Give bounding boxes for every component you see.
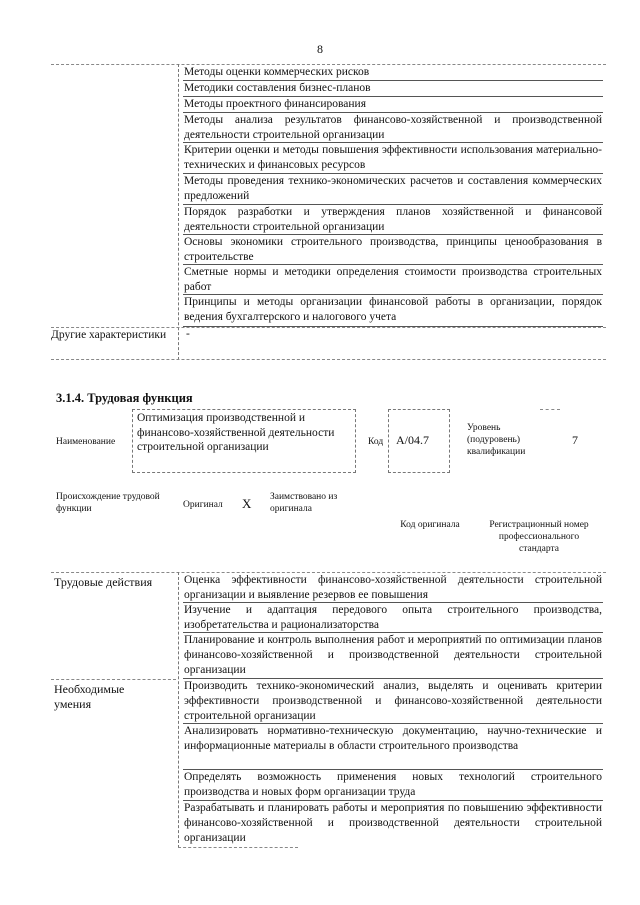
skill-row: Производить технико-экономический анализ, выделять и оценивать критерии эффективности производственной и финансово-хозяйственной деятельности строительной организации — [184, 680, 602, 722]
knowledge-row: Методы проектного финансирования — [183, 97, 603, 113]
function-name: Оптимизация производственной и финансово-хозяйственной деятельности строительной организации — [137, 412, 335, 453]
level-box-top — [540, 409, 560, 410]
original-label: Оригинал — [183, 500, 223, 510]
skill-row: Анализировать нормативно-техническую документацию, научно-технические и информационные материалы в области строительного производства — [183, 724, 603, 770]
action-row: Оценка эффективности финансово-хозяйственной деятельности строительной организации и выявление резервов ее повышения — [184, 574, 602, 601]
section-title: 3.1.4. Трудовая функция — [56, 391, 193, 405]
knowledge-row: Порядок разработки и утверждения планов хозяйственной и финансовой деятельности строительной организации — [184, 206, 602, 233]
original-mark: X — [242, 496, 252, 511]
knowledge-row: Критерии оценки и методы повышения эффективности использования материально-технических и финансовых ресурсов — [183, 143, 603, 174]
action-row: Планирование и контроль выполнения работ и мероприятий по оптимизации планов финансово-хозяйственной и производственной деятельности строительной организации — [183, 633, 603, 679]
skill-row: Разрабатывать и планировать работы и мероприятия по повышению эффективности финансово-хозяйственной и производственной деятельности строительной организации — [184, 802, 602, 844]
table-bottom-border — [51, 359, 606, 360]
name-label: Наименование — [56, 437, 116, 447]
level-value: 7 — [572, 433, 578, 447]
skill-row: Определять возможность применения новых технологий строительного производства и новых форм организации труда — [183, 770, 603, 801]
other-characteristics-value: - — [186, 328, 190, 340]
code-original-label: Код оригинала — [400, 520, 460, 530]
knowledge-row: Сметные нормы и методики определения стоимости производства строительных работ — [184, 266, 602, 293]
action-row: Изучение и адаптация передового опыта строительного производства, изобретательства и рационализаторства — [184, 604, 602, 631]
other-characteristics-label: Другие характеристики — [51, 329, 167, 341]
table2-divider — [178, 572, 179, 848]
origin-label: Происхождение трудовой функции — [56, 492, 160, 514]
table2-bottom-border — [178, 847, 298, 848]
table-divider — [178, 64, 179, 360]
actions-label: Трудовые действия — [54, 575, 153, 589]
knowledge-row: Методы оценки коммерческих рисков — [183, 65, 603, 81]
row-divider — [51, 679, 176, 680]
knowledge-row: Методики составления бизнес-планов — [183, 81, 603, 97]
knowledge-row: Методы анализа результатов финансово-хозяйственной и производственной деятельности строительной организации — [184, 114, 602, 141]
knowledge-row: Методы проведения технико-экономических расчетов и составления коммерческих предложений — [183, 174, 603, 205]
page-number: 8 — [317, 42, 323, 56]
borrowed-label: Заимствовано из оригинала — [270, 492, 338, 514]
code-label: Код — [368, 437, 384, 447]
knowledge-row: Принципы и методы организации финансовой работы в организации, порядок ведения бухгалтерского и налогового учета — [183, 295, 603, 327]
knowledge-row: Основы экономики строительного производства, принципы ценообразования в строительстве — [184, 236, 602, 263]
skills-label: Необходимые умения — [54, 682, 125, 711]
code-value: A/04.7 — [396, 433, 429, 447]
level-label: Уровень (подуровень) квалификации — [467, 423, 526, 457]
reg-number-label: Регистрационный номер профессионального стандарта — [489, 520, 589, 554]
